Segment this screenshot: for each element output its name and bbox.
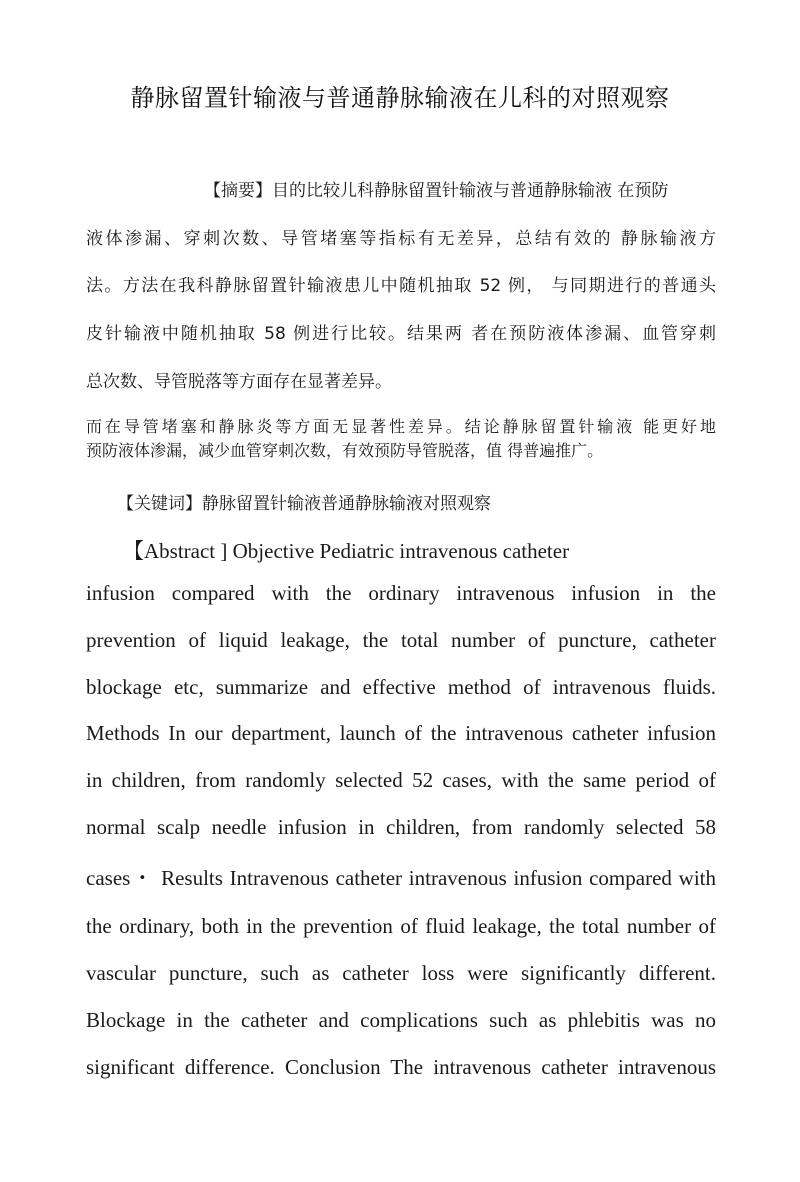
abstract-en-line-6: in children, from randomly selected 52 cases, with the same period of bbox=[86, 768, 716, 792]
abstract-en-line-5: Methods In our department, launch of the intravenous catheter infusion bbox=[86, 721, 716, 745]
abstract-en-line-7: normal scalp needle infusion in children, from randomly selected 58 bbox=[86, 815, 716, 839]
abstract-en-line-4: blockage etc, summarize and effective method of intravenous fluids. bbox=[86, 675, 716, 699]
abstract-en-line-2: infusion compared with the ordinary intravenous infusion in the bbox=[86, 581, 716, 605]
abstract-en-line-8: cases・ Results Intravenous catheter intravenous infusion compared with bbox=[86, 866, 716, 890]
keywords: 【关键词】静脉留置针输液普通静脉输液对照观察 bbox=[117, 494, 491, 514]
paper-title: 静脉留置针输液与普通静脉输液在儿科的对照观察 bbox=[130, 84, 670, 112]
abstract-cn-line-2: 液体渗漏、穿刺次数、导管堵塞等指标有无差异，总结有效的 静脉输液方 bbox=[86, 229, 716, 249]
abstract-en-line-12: significant difference. Conclusion The intravenous catheter intravenous bbox=[86, 1055, 716, 1079]
abstract-en-line-10: vascular puncture, such as catheter loss were significantly different. bbox=[86, 961, 716, 985]
abstract-en-line-11: Blockage in the catheter and complications such as phlebitis was no bbox=[86, 1008, 716, 1032]
abstract-en-line-1: 【Abstract ] Objective Pediatric intravenous catheter bbox=[123, 539, 570, 563]
abstract-cn-line-1: 【摘要】目的比较儿科静脉留置针输液与普通静脉输液 在预防 bbox=[204, 181, 669, 201]
abstract-cn-line-5: 总次数、导管脱落等方面存在显著差异。 bbox=[86, 372, 392, 392]
abstract-en-line-9: the ordinary, both in the prevention of fluid leakage, the total number of bbox=[86, 914, 716, 938]
abstract-en-line-3: prevention of liquid leakage, the total number of puncture, catheter bbox=[86, 628, 716, 652]
abstract-cn-cont-line-1: 而在导管堵塞和静脉炎等方面无显著性差异。结论静脉留置针输液 能更好地 bbox=[86, 417, 716, 436]
abstract-cn-line-3: 法。方法在我科静脉留置针输液患儿中随机抽取 52 例， 与同期进行的普通头 bbox=[86, 276, 716, 296]
abstract-cn-cont-line-2: 预防液体渗漏，减少血管穿刺次数，有效预防导管脱落，值 得普遍推广。 bbox=[86, 441, 604, 460]
abstract-cn-line-4: 皮针输液中随机抽取 58 例进行比较。结果两 者在预防液体渗漏、血管穿刺 bbox=[86, 324, 716, 344]
